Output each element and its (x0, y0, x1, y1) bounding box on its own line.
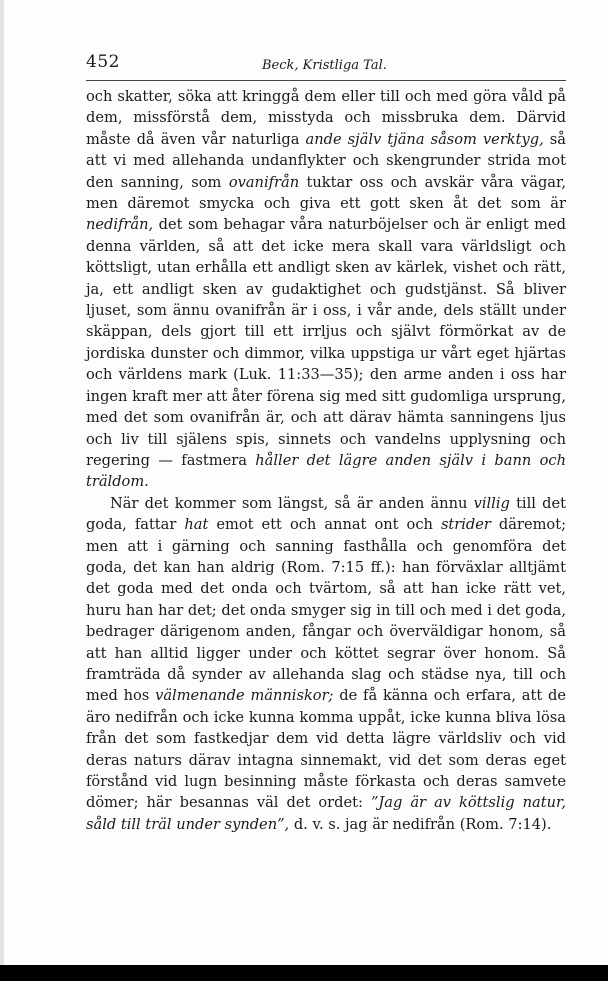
italic-run: håller det lägre anden själv i bann och träldom. (86, 451, 566, 491)
italic-run: ovanifrån (228, 173, 300, 191)
italic-run: välmenande människor; (155, 687, 334, 705)
italic-run: strider (440, 516, 491, 534)
text-run: tuktar oss och avskär våra vägar, men däremot smycka och giva ett gott sken åt det som är (86, 173, 566, 213)
body-text (86, 86, 566, 835)
text-run: så att vi med allehanda undanflykter och skengrunder strida mot den sanning, som (86, 130, 566, 191)
text-run: och skatter, söka att kringgå dem eller till och med göra våld på dem, missförstå dem, misstyda och missbruka dem. Därvid måste då även vår naturliga (86, 88, 566, 148)
paragraph-1 (86, 86, 566, 493)
text-run: till det goda, fattar (86, 494, 566, 534)
page-number: 452 (86, 52, 120, 72)
italic-run: ande själv tjäna såsom verktyg, (305, 130, 544, 148)
running-head: Beck, Kristliga Tal. (262, 58, 387, 73)
paragraph-2 (86, 493, 566, 836)
text-run: de få känna och erfara, att de äro nedifrån och icke kunna komma uppåt, icke kunna bliva lösa från det som fastkedjar dem vid detta lägre världsliv och vid deras naturs därav intagna sinnemakt, vid det som deras eget förstånd vid lugn besinning måste förkasta och deras samvete dömer; här besannas väl det ordet: (86, 687, 566, 812)
text-run: emot ett och annat ont och (208, 516, 441, 534)
italic-run: ”Jag är av köttslig natur, såld till träl under synden”, (86, 794, 566, 833)
text-run: det som behagar våra naturböjelser och är enligt med denna världen, så att det icke mera skall vara världsligt och köttsligt, utan erhålla ett andligt sken av kärlek, vishet och rätt, ja, ett andligt sken av gudaktighet och gudstjänst. Så bliver ljuset, som ännu ovanifrån är i oss, i vår ande, dels ställt under skäppan, dels gjort till ett irrljus och självt förmörkat av de jordiska dunster och dimmor, vilka uppstiga ur vårt eget hjärtas och världens mark (Luk. 11:33—35); den arme anden i oss har ingen kraft mer att åter förena sig med sitt gudomliga ursprung, med det som ovanifrån är, och att därav hämta sanningens ljus och liv till själens spis, sinnets och vandelns upplysning och regering — fastmera (86, 216, 566, 469)
page-edge-shadow (0, 0, 4, 981)
scan-bottom-edge (0, 965, 608, 981)
text-run: däremot; men att i gärning och sanning fasthålla och genomföra det goda, det kan han aldrig (Rom. 7:15 ff.): han förväxlar alltjämt det goda med det onda och tvärtom, så att han icke rätt vet, huru han har det; det onda smyger sig in till och med i det goda, bedrager därigenom anden, fångar och överväldigar honom, så att han alltid ligger under och köttet segrar över honom. Så framträda då synder av allehanda slag och städse nya, till och med hos (86, 516, 566, 705)
header-rule (86, 80, 566, 81)
text-run: När det kommer som längst, så är anden ännu (110, 494, 474, 512)
text-run: d. v. s. jag är nedifrån (Rom. 7:14). (289, 815, 552, 833)
italic-run: villig (473, 494, 510, 512)
italic-run: hat (184, 516, 209, 534)
italic-run: nedifrån, (86, 216, 154, 234)
page-header (86, 52, 566, 78)
